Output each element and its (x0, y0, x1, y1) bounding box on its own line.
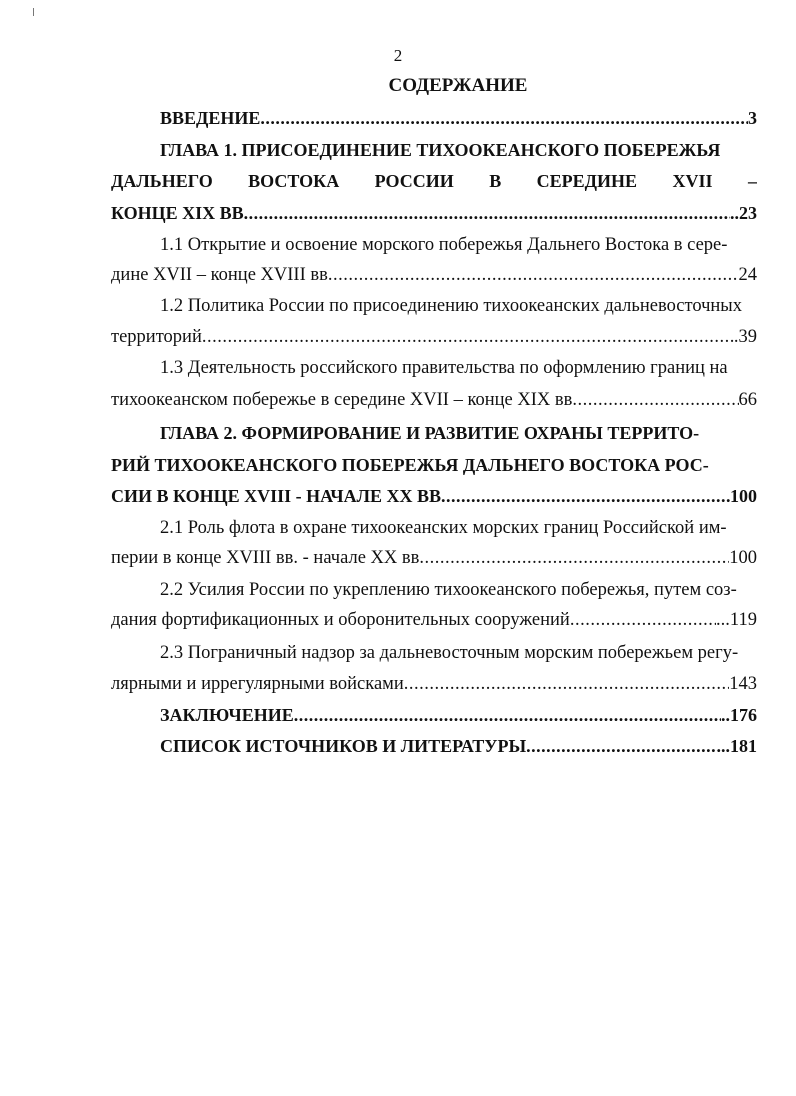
toc-entry-text: ВВЕДЕНИЕ (160, 108, 261, 128)
toc-entry-text: перии в конце XVIII вв. - начале XX вв (111, 548, 420, 568)
toc-entry-page: 66 (738, 390, 757, 410)
toc-entry-page: ...181 (716, 736, 757, 756)
toc-section-2-3-line-2[interactable] (111, 669, 757, 699)
toc-word: ВОСТОКА (248, 171, 340, 191)
toc-entry-page: ...119 (716, 610, 757, 630)
toc-title: СОДЕРЖАНИЕ (388, 75, 528, 96)
toc-entry-text: СПИСОК ИСТОЧНИКОВ И ЛИТЕРАТУРЫ (160, 736, 527, 756)
toc-section-1-2-line-2[interactable] (111, 322, 757, 352)
scan-corner-mark (33, 8, 34, 16)
toc-section-1-1-line-1[interactable]: 1.1 Открытие и освоение морского побережья Дальнего Востока в сере- (160, 235, 728, 255)
toc-section-1-3-line-1[interactable]: 1.3 Деятельность российского правительства по оформлению границ на (160, 358, 728, 378)
toc-section-2-2-line-1[interactable]: 2.2 Усилия России по укреплению тихоокеанского побережья, путем соз- (160, 580, 737, 600)
toc-section-2-1-line-1[interactable]: 2.1 Роль флота в охране тихоокеанских морских границ Российской им- (160, 518, 727, 538)
toc-leader-dots (260, 103, 748, 133)
toc-leader-dots (328, 260, 739, 290)
toc-section-1-1-line-2[interactable] (111, 260, 757, 290)
toc-entry-page: ..23 (730, 203, 757, 223)
toc-entry-intro[interactable] (160, 103, 757, 133)
toc-word: XVII (672, 171, 713, 191)
toc-section-1-3-line-2[interactable] (111, 385, 757, 415)
toc-leader-dots (202, 322, 734, 352)
toc-entry-page: 24 (738, 265, 757, 285)
toc-entry-text: территорий (111, 327, 202, 347)
toc-word: В (489, 171, 502, 191)
toc-entry-page: 143 (729, 674, 757, 694)
toc-entry-text: СИИ В КОНЦЕ XVIII - НАЧАЛЕ XX ВВ (111, 486, 442, 506)
toc-leader-dots (570, 605, 716, 635)
toc-entry-page: .39 (733, 327, 757, 347)
toc-section-2-1-line-2[interactable] (111, 543, 757, 573)
toc-entry-page: 100 (729, 548, 757, 568)
toc-entry-text: дине XVII – конце XVIII вв (111, 265, 328, 285)
toc-word: СЕРЕДИНЕ (536, 171, 638, 191)
toc-section-2-2-line-2[interactable] (111, 605, 757, 635)
toc-word: ДАЛЬНЕГО (111, 171, 213, 191)
toc-entry-text: ЗАКЛЮЧЕНИЕ (160, 705, 294, 725)
toc-chapter-1-line-2[interactable] (111, 166, 757, 196)
toc-entry-page: ..176 (721, 705, 757, 725)
toc-leader-dots (294, 700, 721, 730)
toc-leader-dots (441, 481, 730, 511)
toc-leader-dots (404, 669, 729, 699)
page-number: 2 (393, 46, 403, 65)
toc-leader-dots (244, 198, 730, 228)
toc-entry-page: 3 (748, 108, 757, 128)
toc-leader-dots (526, 731, 716, 761)
toc-chapter-2-line-2[interactable]: РИЙ ТИХООКЕАНСКОГО ПОБЕРЕЖЬЯ ДАЛЬНЕГО ВОСТОКА РОС- (111, 455, 709, 475)
toc-entry-text: КОНЦЕ XIX ВВ (111, 203, 244, 223)
toc-chapter-1-line-1[interactable]: ГЛАВА 1. ПРИСОЕДИНЕНИЕ ТИХООКЕАНСКОГО ПОБЕРЕЖЬЯ (160, 140, 721, 160)
toc-entry-page: 100 (730, 486, 757, 506)
toc-word: РОССИИ (374, 171, 454, 191)
toc-chapter-2-line-3[interactable] (111, 481, 757, 511)
toc-section-2-3-line-1[interactable]: 2.3 Пограничный надзор за дальневосточным морским побережьем регу- (160, 643, 739, 663)
toc-chapter-1-line-3[interactable] (111, 198, 757, 228)
toc-entry-text: лярными и иррегулярными войсками (111, 674, 404, 694)
toc-entry-sources[interactable] (160, 731, 757, 761)
toc-entry-text: дания фортификационных и оборонительных сооружений (111, 610, 570, 630)
toc-chapter-2-line-1[interactable]: ГЛАВА 2. ФОРМИРОВАНИЕ И РАЗВИТИЕ ОХРАНЫ ТЕРРИТО- (160, 423, 700, 443)
toc-leader-dots (572, 385, 738, 415)
toc-entry-conclusion[interactable] (160, 700, 757, 730)
toc-word: – (747, 171, 757, 191)
toc-section-1-2-line-1[interactable]: 1.2 Политика России по присоединению тихоокеанских дальневосточных (160, 296, 742, 316)
toc-entry-text: тихоокеанском побережье в середине XVII – конце XIX вв (111, 390, 573, 410)
toc-leader-dots (419, 543, 729, 573)
